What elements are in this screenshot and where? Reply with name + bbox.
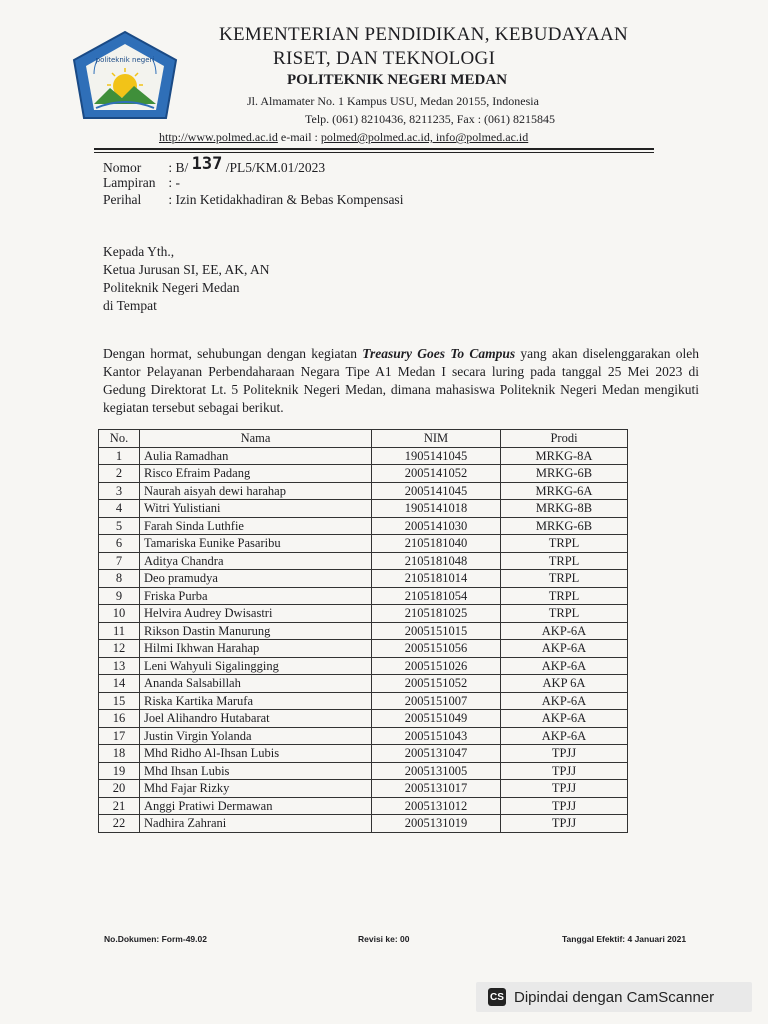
website-link[interactable]: http://www.polmed.ac.id bbox=[159, 130, 278, 144]
row-nama: Riska Kartika Marufa bbox=[140, 692, 372, 710]
lampiran-label: Lampiran bbox=[103, 175, 156, 190]
row-no: 19 bbox=[99, 762, 140, 780]
table-row bbox=[99, 727, 628, 745]
row-nim: 2005151007 bbox=[372, 692, 501, 710]
row-nama: Naurah aisyah dewi harahap bbox=[140, 482, 372, 500]
row-prodi: MRKG-6B bbox=[501, 465, 628, 483]
camscanner-icon: CS bbox=[488, 988, 506, 1006]
row-nim: 2005151052 bbox=[372, 675, 501, 693]
row-nama: Rikson Dastin Manurung bbox=[140, 622, 372, 640]
row-nim: 1905141018 bbox=[372, 500, 501, 518]
row-no: 9 bbox=[99, 587, 140, 605]
row-no: 16 bbox=[99, 710, 140, 728]
recipient-title: Ketua Jurusan SI, EE, AK, AN bbox=[103, 262, 270, 277]
header-nim: NIM bbox=[372, 430, 501, 448]
row-prodi: AKP-6A bbox=[501, 640, 628, 658]
row-nama: Helvira Audrey Dwisastri bbox=[140, 605, 372, 623]
ministry-name-cont: RISET, DAN TEKNOLOGI bbox=[273, 48, 496, 69]
row-nim: 2105181025 bbox=[372, 605, 501, 623]
row-nim: 2005151049 bbox=[372, 710, 501, 728]
perihal-value: : Izin Ketidakhadiran & Bebas Kompensasi bbox=[168, 192, 404, 207]
row-no: 10 bbox=[99, 605, 140, 623]
table-row bbox=[99, 640, 628, 658]
row-prodi: TRPL bbox=[501, 570, 628, 588]
lampiran-value: : - bbox=[168, 175, 180, 190]
address: Jl. Almamater No. 1 Kampus USU, Medan 20155, Indonesia bbox=[247, 94, 539, 108]
table-row bbox=[99, 657, 628, 675]
row-nim: 2105181014 bbox=[372, 570, 501, 588]
row-no: 3 bbox=[99, 482, 140, 500]
row-no: 11 bbox=[99, 622, 140, 640]
event-name: Treasury Goes To Campus bbox=[362, 346, 516, 361]
table-row bbox=[99, 465, 628, 483]
row-prodi: MRKG-6A bbox=[501, 482, 628, 500]
table-row bbox=[99, 675, 628, 693]
row-nim: 2005131012 bbox=[372, 797, 501, 815]
row-no: 6 bbox=[99, 535, 140, 553]
table-row bbox=[99, 587, 628, 605]
revision: Revisi ke: 00 bbox=[358, 934, 410, 944]
student-table-body bbox=[99, 447, 628, 832]
recipient-place: di Tempat bbox=[103, 298, 157, 313]
table-row bbox=[99, 535, 628, 553]
nomor-row bbox=[103, 154, 326, 177]
row-no: 14 bbox=[99, 675, 140, 693]
row-no: 1 bbox=[99, 447, 140, 465]
row-nama: Justin Virgin Yolanda bbox=[140, 727, 372, 745]
table-row bbox=[99, 447, 628, 465]
row-nama: Hilmi Ikhwan Harahap bbox=[140, 640, 372, 658]
nomor-prefix: : B/ bbox=[168, 160, 189, 175]
row-no: 4 bbox=[99, 500, 140, 518]
row-no: 7 bbox=[99, 552, 140, 570]
nomor-handwritten: 137 bbox=[191, 154, 223, 174]
row-nim: 2005151056 bbox=[372, 640, 501, 658]
perihal-row bbox=[103, 192, 403, 208]
phone-fax: Telp. (061) 8210436, 8211235, Fax : (061) 8215845 bbox=[305, 112, 556, 126]
row-no: 21 bbox=[99, 797, 140, 815]
row-prodi: TRPL bbox=[501, 587, 628, 605]
table-row bbox=[99, 552, 628, 570]
row-nama: Farah Sinda Luthfie bbox=[140, 517, 372, 535]
row-prodi: AKP-6A bbox=[501, 727, 628, 745]
row-prodi: TRPL bbox=[501, 552, 628, 570]
row-nim: 2105181054 bbox=[372, 587, 501, 605]
polmed-logo-icon bbox=[70, 30, 180, 126]
row-nim: 2105181048 bbox=[372, 552, 501, 570]
recipient-institution: Politeknik Negeri Medan bbox=[103, 280, 240, 295]
row-prodi: TPJJ bbox=[501, 762, 628, 780]
row-prodi: TPJJ bbox=[501, 815, 628, 833]
row-no: 22 bbox=[99, 815, 140, 833]
row-prodi: AKP-6A bbox=[501, 692, 628, 710]
row-nim: 2005151015 bbox=[372, 622, 501, 640]
recipient-greeting: Kepada Yth., bbox=[103, 244, 175, 259]
email-label: e-mail : bbox=[280, 130, 318, 144]
row-nama: Leni Wahyuli Sigalingging bbox=[140, 657, 372, 675]
row-no: 17 bbox=[99, 727, 140, 745]
row-nim: 2005131005 bbox=[372, 762, 501, 780]
row-no: 12 bbox=[99, 640, 140, 658]
table-row bbox=[99, 780, 628, 798]
row-prodi: TRPL bbox=[501, 535, 628, 553]
table-row bbox=[99, 797, 628, 815]
row-nim: 2005141030 bbox=[372, 517, 501, 535]
row-nama: Friska Purba bbox=[140, 587, 372, 605]
row-nama: Mhd Fajar Rizky bbox=[140, 780, 372, 798]
row-prodi: TRPL bbox=[501, 605, 628, 623]
lampiran-row bbox=[103, 175, 180, 191]
row-nim: 2005151043 bbox=[372, 727, 501, 745]
letterhead-rule bbox=[94, 148, 654, 150]
table-row bbox=[99, 500, 628, 518]
effective-date: Tanggal Efektif: 4 Januari 2021 bbox=[562, 934, 687, 944]
student-table bbox=[98, 429, 628, 833]
row-nim: 2005131017 bbox=[372, 780, 501, 798]
row-nim: 1905141045 bbox=[372, 447, 501, 465]
row-nim: 2005141045 bbox=[372, 482, 501, 500]
perihal-label: Perihal bbox=[103, 192, 142, 207]
table-row bbox=[99, 745, 628, 763]
row-nama: Tamariska Eunike Pasaribu bbox=[140, 535, 372, 553]
table-row bbox=[99, 692, 628, 710]
table-row bbox=[99, 622, 628, 640]
contact-line bbox=[159, 130, 528, 145]
body-text-1: Dengan hormat, sehubungan dengan kegiatan bbox=[103, 346, 363, 361]
table-row bbox=[99, 482, 628, 500]
header-no: No. bbox=[99, 430, 140, 448]
table-row bbox=[99, 570, 628, 588]
body-text-2: yang akan diselenggarakan oleh Kantor Pelayanan Perbendaharaan Negara Tipe A1 Medan I secara luring pada tanggal 25 Mei 2023 di Gedung Direktorat Lt. 5 Politeknik Negeri Medan, dimana mahasiswa Politeknik Negeri Medan mengikuti kegiatan tersebut sebagai berikut. bbox=[103, 346, 699, 415]
row-nama: Deo pramudya bbox=[140, 570, 372, 588]
row-prodi: TPJJ bbox=[501, 745, 628, 763]
row-nim: 2005131047 bbox=[372, 745, 501, 763]
institution-name: POLITEKNIK NEGERI MEDAN bbox=[287, 72, 508, 88]
row-no: 18 bbox=[99, 745, 140, 763]
nomor-label: Nomor bbox=[103, 160, 142, 175]
body-paragraph bbox=[103, 345, 699, 417]
row-no: 2 bbox=[99, 465, 140, 483]
nomor-suffix: /PL5/KM.01/2023 bbox=[225, 160, 326, 175]
table-header-row bbox=[99, 430, 628, 448]
table-row bbox=[99, 517, 628, 535]
doc-number: No.Dokumen: Form-49.02 bbox=[104, 934, 207, 944]
row-nama: Anggi Pratiwi Dermawan bbox=[140, 797, 372, 815]
row-prodi: AKP-6A bbox=[501, 622, 628, 640]
row-nim: 2005131019 bbox=[372, 815, 501, 833]
row-prodi: AKP 6A bbox=[501, 675, 628, 693]
row-nama: Joel Alihandro Hutabarat bbox=[140, 710, 372, 728]
table-row bbox=[99, 605, 628, 623]
row-no: 5 bbox=[99, 517, 140, 535]
row-nama: Risco Efraim Padang bbox=[140, 465, 372, 483]
row-prodi: MRKG-6B bbox=[501, 517, 628, 535]
camscanner-badge bbox=[476, 982, 752, 1012]
row-nama: Aditya Chandra bbox=[140, 552, 372, 570]
svg-text:politeknik negeri: politeknik negeri bbox=[95, 56, 155, 64]
row-nim: 2005141052 bbox=[372, 465, 501, 483]
table-row bbox=[99, 815, 628, 833]
row-no: 20 bbox=[99, 780, 140, 798]
row-nama: Nadhira Zahrani bbox=[140, 815, 372, 833]
table-row bbox=[99, 710, 628, 728]
header-prodi: Prodi bbox=[501, 430, 628, 448]
row-nim: 2005151026 bbox=[372, 657, 501, 675]
row-nim: 2105181040 bbox=[372, 535, 501, 553]
row-nama: Aulia Ramadhan bbox=[140, 447, 372, 465]
ministry-name: KEMENTERIAN PENDIDIKAN, KEBUDAYAAN bbox=[219, 24, 629, 45]
email-link[interactable]: polmed@polmed.ac.id, info@polmed.ac.id bbox=[320, 130, 529, 144]
row-prodi: TPJJ bbox=[501, 780, 628, 798]
row-nama: Mhd Ihsan Lubis bbox=[140, 762, 372, 780]
row-prodi: MRKG-8A bbox=[501, 447, 628, 465]
header-nama: Nama bbox=[140, 430, 372, 448]
row-prodi: MRKG-8B bbox=[501, 500, 628, 518]
row-nama: Witri Yulistiani bbox=[140, 500, 372, 518]
row-prodi: AKP-6A bbox=[501, 710, 628, 728]
row-no: 15 bbox=[99, 692, 140, 710]
row-no: 13 bbox=[99, 657, 140, 675]
row-no: 8 bbox=[99, 570, 140, 588]
row-nama: Ananda Salsabillah bbox=[140, 675, 372, 693]
row-nama: Mhd Ridho Al-Ihsan Lubis bbox=[140, 745, 372, 763]
camscanner-label: Dipindai dengan CamScanner bbox=[514, 988, 715, 1006]
letterhead-rule-thin bbox=[94, 152, 654, 153]
row-prodi: TPJJ bbox=[501, 797, 628, 815]
table-row bbox=[99, 762, 628, 780]
row-prodi: AKP-6A bbox=[501, 657, 628, 675]
